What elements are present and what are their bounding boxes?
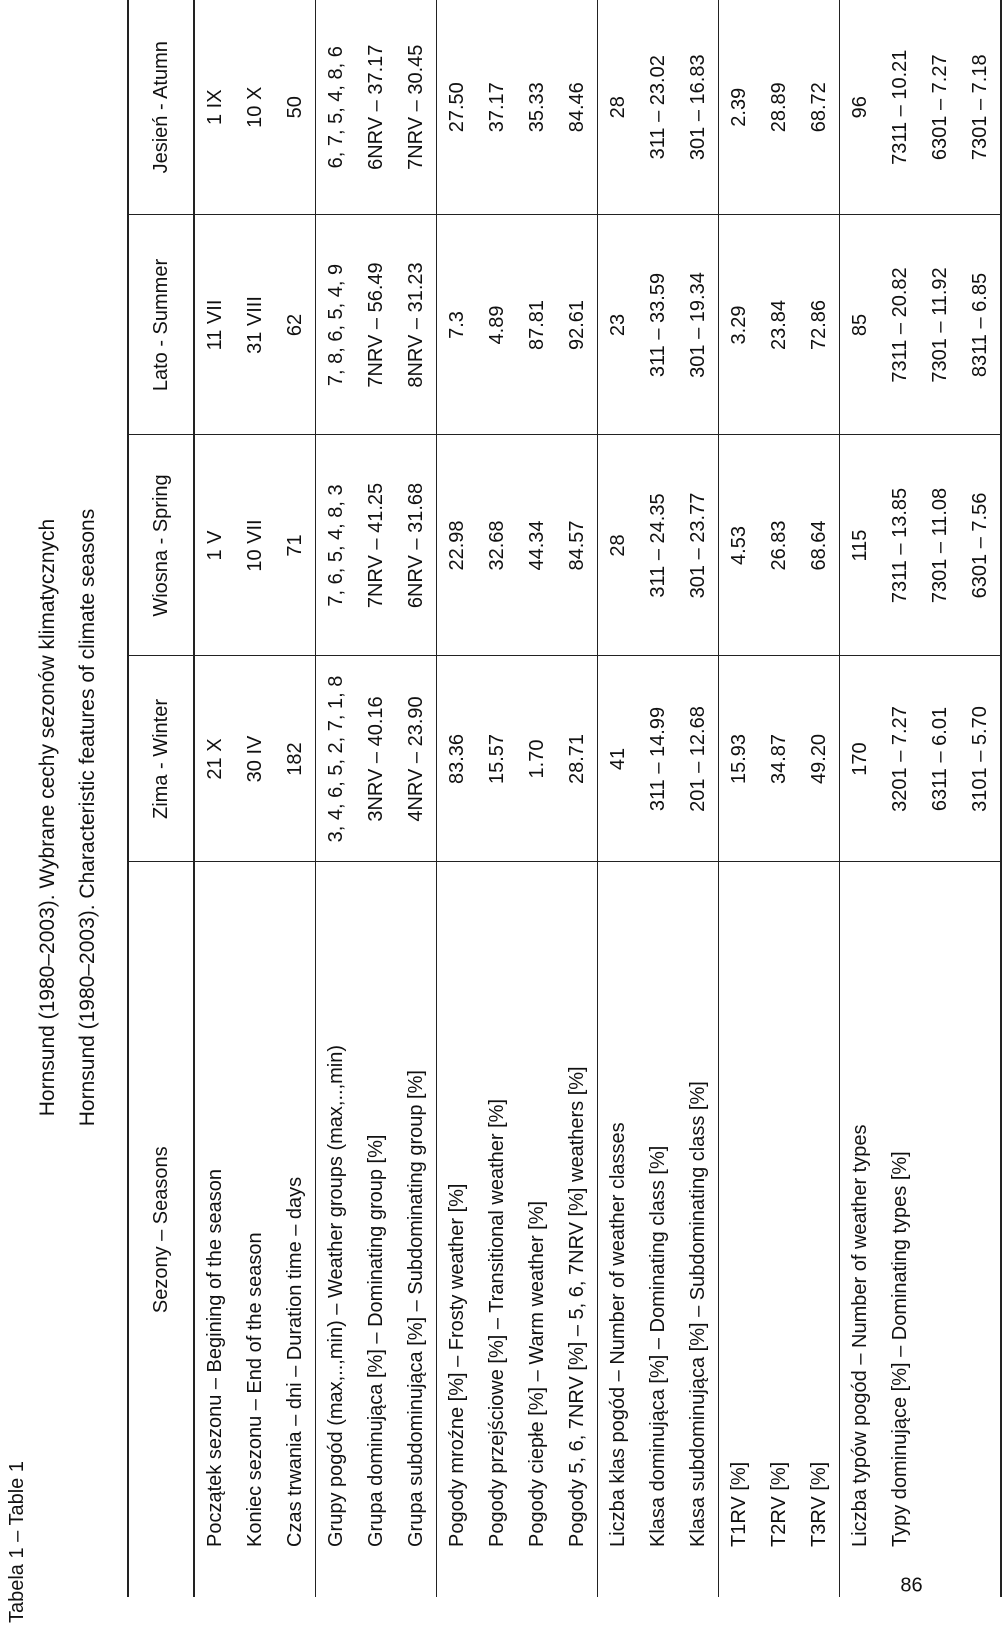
cell-value: 311 – 33.59 <box>638 215 678 435</box>
table-row <box>840 0 881 1597</box>
header-summer: Lato - Summer <box>128 215 194 435</box>
cell-value: 28 <box>598 435 639 656</box>
header-spring: Wiosna - Spring <box>128 435 194 656</box>
cell-value: 10 VII <box>235 435 275 656</box>
cell-value: 6, 7, 5, 4, 8, 6 <box>316 0 357 215</box>
cell-value: 84.57 <box>557 435 598 656</box>
row-label: Grupa dominująca [%] – Dominating group [%] <box>365 1134 387 1547</box>
cell-value: 96 <box>840 0 881 215</box>
caption-polish: Hornsund (1980–2003). Wybrane cechy sezonów klimatycznych <box>36 518 59 1117</box>
cell-value: 3101 – 5.70 <box>960 656 1001 862</box>
table-row <box>396 0 437 1597</box>
row-label: T1RV [%] <box>728 1461 750 1547</box>
row-label: T2RV [%] <box>768 1461 790 1547</box>
cell-value: 115 <box>840 435 881 656</box>
cell-value: 22.98 <box>437 435 478 656</box>
cell-value: 6NRV – 37.17 <box>356 0 396 215</box>
cell-value: 21 X <box>194 656 235 862</box>
cell-value: 15.93 <box>719 656 760 862</box>
cell-value: 2.39 <box>719 0 760 215</box>
cell-value: 1 IX <box>194 0 235 215</box>
table-row <box>235 0 275 1597</box>
cell-value: 87.81 <box>517 215 557 435</box>
row-label: Klasa dominująca [%] – Dominating class [%] <box>647 1145 669 1547</box>
cell-value: 8311 – 6.85 <box>960 215 1001 435</box>
cell-value: 10 X <box>235 0 275 215</box>
row-label: Pogody przejściowe [%] – Transitional weather [%] <box>486 1099 508 1547</box>
row-label: Klasa subdominująca [%] – Subdominating class [%] <box>678 862 719 1597</box>
table-row <box>356 0 396 1597</box>
cell-value: 7NRV – 30.45 <box>396 0 437 215</box>
table-row <box>557 0 598 1597</box>
row-label: Początek sezonu – Begining of the season <box>204 1168 226 1547</box>
cell-value: 3NRV – 40.16 <box>356 656 396 862</box>
table-row <box>678 0 719 1597</box>
cell-value: 15.57 <box>477 656 517 862</box>
row-label: Grupy pogód (max,..,min) – Weather groups (max,..,min) <box>325 1044 347 1547</box>
cell-value: 4.89 <box>477 215 517 435</box>
cell-value: 301 – 23.77 <box>678 435 719 656</box>
table-row <box>638 0 678 1597</box>
table-row <box>880 0 920 1597</box>
table-row <box>960 0 1001 1597</box>
cell-value: 68.72 <box>799 0 840 215</box>
table-row <box>799 0 840 1597</box>
cell-value: 7311 – 20.82 <box>880 215 920 435</box>
cell-value: 26.83 <box>759 435 799 656</box>
cell-value: 7301 – 7.18 <box>960 0 1001 215</box>
cell-value: 71 <box>275 435 316 656</box>
row-label: Pogody mroźne [%] – Frosty weather [%] <box>446 1183 468 1547</box>
cell-value: 6301 – 7.56 <box>960 435 1001 656</box>
cell-value: 301 – 16.83 <box>678 0 719 215</box>
cell-value: 7301 – 11.08 <box>920 435 960 656</box>
cell-value: 4NRV – 23.90 <box>396 656 437 862</box>
cell-value: 28.71 <box>557 656 598 862</box>
table-row <box>517 0 557 1597</box>
cell-value: 7NRV – 56.49 <box>356 215 396 435</box>
cell-value: 7311 – 13.85 <box>880 435 920 656</box>
table-row <box>316 0 357 1597</box>
cell-value: 7NRV – 41.25 <box>356 435 396 656</box>
cell-value: 6NRV – 31.68 <box>396 435 437 656</box>
page-number: 86 <box>900 1574 923 1597</box>
row-label: Czas trwania – dni – Duration time – days <box>275 862 316 1597</box>
cell-value: 7311 – 10.21 <box>880 0 920 215</box>
cell-value: 27.50 <box>437 0 478 215</box>
cell-value: 7, 8, 6, 5, 4, 9 <box>316 215 357 435</box>
row-label: Typy dominujące [%] – Dominating types [%] <box>889 1151 911 1547</box>
cell-value: 6301 – 7.27 <box>920 0 960 215</box>
cell-value: 182 <box>275 656 316 862</box>
cell-value: 6311 – 6.01 <box>920 656 960 862</box>
table-row <box>437 0 478 1597</box>
cell-value: 34.87 <box>759 656 799 862</box>
header-winter: Zima - Winter <box>128 656 194 862</box>
cell-value: 3.29 <box>719 215 760 435</box>
cell-value: 41 <box>598 656 639 862</box>
cell-value: 50 <box>275 0 316 215</box>
table-label: Tabela 1 – Table 1 <box>6 1461 28 1623</box>
cell-value: 4.53 <box>719 435 760 656</box>
table-row <box>719 0 760 1597</box>
cell-value: 11 VII <box>194 215 235 435</box>
row-label: Pogody 5, 6, 7NRV [%] – 5, 6, 7NRV [%] weathers [%] <box>557 862 598 1597</box>
cell-value: 1.70 <box>517 656 557 862</box>
cell-value: 7, 6, 5, 4, 8, 3 <box>316 435 357 656</box>
cell-value: 37.17 <box>477 0 517 215</box>
cell-value: 301 – 19.34 <box>678 215 719 435</box>
cell-value: 3201 – 7.27 <box>880 656 920 862</box>
cell-value: 30 IV <box>235 656 275 862</box>
cell-value: 83.36 <box>437 656 478 862</box>
cell-value: 23 <box>598 215 639 435</box>
cell-value: 44.34 <box>517 435 557 656</box>
cell-value: 1 V <box>194 435 235 656</box>
header-seasons: Sezony – Seasons <box>128 862 194 1597</box>
row-label: Liczba typów pogód – Number of weather types <box>849 1124 871 1547</box>
table-row <box>598 0 639 1597</box>
row-label: Liczba klas pogód – Number of weather classes <box>607 1122 629 1547</box>
cell-value: 28 <box>598 0 639 215</box>
cell-value: 31 VIII <box>235 215 275 435</box>
table-row <box>194 0 235 1597</box>
table-row <box>477 0 517 1597</box>
row-label <box>920 862 960 1597</box>
header-row <box>128 0 194 1597</box>
table-row <box>275 0 316 1597</box>
table-row <box>759 0 799 1597</box>
cell-value: 35.33 <box>517 0 557 215</box>
cell-value: 32.68 <box>477 435 517 656</box>
cell-value: 3, 4, 6, 5, 2, 7, 1, 8 <box>316 656 357 862</box>
cell-value: 49.20 <box>799 656 840 862</box>
seasons-table <box>127 0 1002 1597</box>
cell-value: 23.84 <box>759 215 799 435</box>
row-label: T3RV [%] <box>799 862 840 1597</box>
cell-value: 311 – 24.35 <box>638 435 678 656</box>
cell-value: 85 <box>840 215 881 435</box>
cell-value: 72.86 <box>799 215 840 435</box>
cell-value: 201 – 12.68 <box>678 656 719 862</box>
caption-english: Hornsund (1980–2003). Characteristic features of climate seasons <box>76 508 99 1127</box>
cell-value: 62 <box>275 215 316 435</box>
cell-value: 92.61 <box>557 215 598 435</box>
row-label: Koniec sezonu – End of the season <box>244 1232 266 1547</box>
cell-value: 311 – 14.99 <box>638 656 678 862</box>
row-label <box>960 862 1001 1597</box>
cell-value: 28.89 <box>759 0 799 215</box>
cell-value: 84.46 <box>557 0 598 215</box>
cell-value: 7.3 <box>437 215 478 435</box>
cell-value: 68.64 <box>799 435 840 656</box>
header-autumn: Jesień - Atumn <box>128 0 194 215</box>
cell-value: 170 <box>840 656 881 862</box>
cell-value: 311 – 23.02 <box>638 0 678 215</box>
table-row <box>920 0 960 1597</box>
row-label: Grupa subdominująca [%] – Subdominating group [%] <box>396 862 437 1597</box>
cell-value: 7301 – 11.92 <box>920 215 960 435</box>
row-label: Pogody ciepłe [%] – Warm weather [%] <box>526 1200 548 1547</box>
cell-value: 8NRV – 31.23 <box>396 215 437 435</box>
